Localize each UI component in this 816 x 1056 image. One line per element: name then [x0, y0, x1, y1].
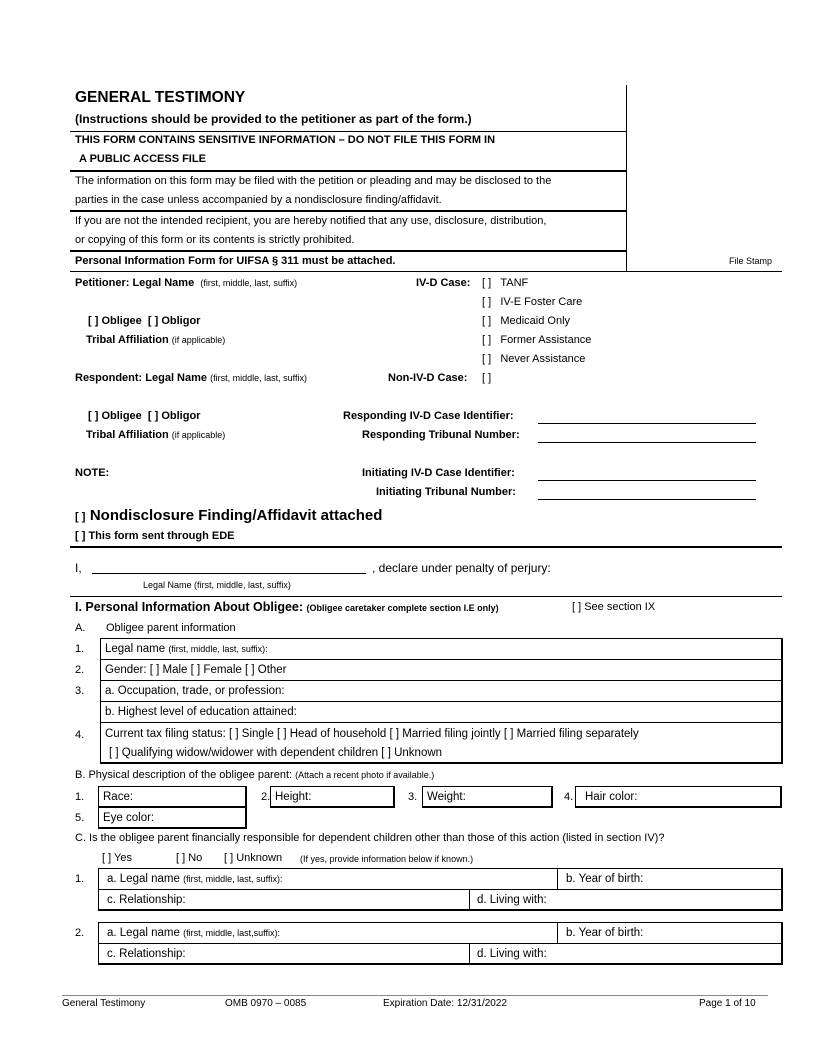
responding-tribunal-label: Responding Tribunal Number:: [362, 429, 520, 441]
respondent-role: [88, 410, 200, 422]
obligee-tax-status-line2[interactable]: [ ] Qualifying widow/widower with dependent children [ ] Unknown: [109, 747, 443, 759]
obligor-checkbox[interactable]: [ ] Obligor: [147, 410, 201, 422]
respondent-tribal: Tribal Affiliation (if applicable): [86, 429, 226, 441]
see-section-ix-checkbox[interactable]: [ ] See section IX: [572, 601, 656, 613]
divider: [70, 250, 626, 252]
attachment-notice: Personal Information Form for UIFSA § 311 must be attached.: [75, 255, 396, 267]
petitioner-legal-name-label: Petitioner: Legal Name: [75, 277, 195, 289]
obligee-gender-field[interactable]: Gender: [ ] Male [ ] Female [ ] Other: [105, 664, 287, 676]
obligee-occupation-field[interactable]: a. Occupation, trade, or profession:: [105, 685, 285, 697]
divider: [70, 546, 782, 548]
footer-divider: [62, 995, 768, 996]
declarant-name-field[interactable]: [92, 573, 366, 574]
footer-omb: OMB 0970 – 0085: [225, 998, 307, 1009]
ede-checkbox[interactable]: [ ] This form sent through EDE: [75, 530, 235, 542]
divider: [70, 170, 626, 172]
ivd-case-label: IV-D Case:: [416, 277, 471, 289]
disclosure-text-line1: The information on this form may be filed with the petition or pleading and may be disclosed to the: [75, 175, 552, 187]
obligee-tax-status-line1[interactable]: Current tax filing status: [ ] Single [ ] Head of household [ ] Married filing jointly [ ] Married filing separately: [105, 728, 639, 740]
ivd-option-former[interactable]: [ ] Former Assistance: [482, 334, 592, 346]
form-title: GENERAL TESTIMONY: [75, 89, 246, 106]
file-stamp-label: File Stamp: [729, 256, 773, 266]
disclosure-text-line2: parties in the case unless accompanied by a nondisclosure finding/affidavit.: [75, 194, 442, 206]
ivd-option-foster-care[interactable]: [ ] IV-E Foster Care: [482, 296, 583, 308]
nondisclosure-row: [75, 507, 382, 525]
initiating-tribunal-field[interactable]: [538, 499, 756, 500]
sensitive-warning-line2: A PUBLIC ACCESS FILE: [79, 153, 206, 165]
section-1-title: I. Personal Information About Obligee: (Obligee caretaker complete section I.E only): [75, 600, 499, 614]
initiating-ivd-label: Initiating IV-D Case Identifier:: [362, 467, 515, 479]
ivd-option-never[interactable]: [ ] Never Assistance: [482, 353, 586, 365]
c-hint: (If yes, provide information below if known.): [300, 854, 474, 864]
declarant-name-hint: Legal Name (first, middle, last, suffix): [143, 580, 291, 590]
instructions-note: (Instructions should be provided to the petitioner as part of the form.): [75, 112, 472, 126]
initiating-ivd-field[interactable]: [538, 480, 756, 481]
c-yes-checkbox[interactable]: [ ] Yes: [102, 852, 132, 864]
ivd-option-medicaid[interactable]: [ ] Medicaid Only: [482, 315, 571, 327]
recipient-notice-line2: or copying of this form or its contents is strictly prohibited.: [75, 234, 355, 246]
section-a-label: Obligee parent information: [106, 622, 236, 634]
divider: [70, 271, 782, 272]
petitioner-tribal: Tribal Affiliation (if applicable): [86, 334, 226, 346]
section-b-label: B. Physical description of the obligee parent: (Attach a recent photo if available.): [75, 769, 435, 781]
child-1-year-of-birth[interactable]: b. Year of birth:: [566, 873, 644, 885]
obligee-education-field[interactable]: b. Highest level of education attained:: [105, 706, 297, 718]
nondisclosure-label: Nondisclosure Finding/Affidavit attached: [89, 507, 383, 524]
obligor-checkbox[interactable]: [ ] Obligor: [147, 315, 201, 327]
respondent-label: Respondent: Legal Name (first, middle, last, suffix): [75, 372, 307, 384]
section-c-question: C. Is the obligee parent financially responsible for dependent children other than those of this action (listed in section IV)?: [75, 832, 665, 844]
ivd-option-tanf[interactable]: [ ] TANF: [482, 277, 529, 289]
child-2-relationship[interactable]: c. Relationship:: [107, 948, 186, 960]
child-2-living-with[interactable]: d. Living with:: [477, 948, 547, 960]
footer-page-number: Page 1 of 10: [699, 998, 756, 1009]
footer-expiration: Expiration Date: 12/31/2022: [383, 998, 507, 1009]
petitioner-label: [75, 277, 297, 289]
responding-tribunal-field[interactable]: [538, 442, 756, 443]
divider: [70, 210, 626, 212]
divider: [70, 596, 782, 597]
c-no-checkbox[interactable]: [ ] No: [176, 852, 203, 864]
obligee-checkbox[interactable]: [ ] Obligee: [88, 410, 142, 422]
child-1-relationship[interactable]: c. Relationship:: [107, 894, 186, 906]
responding-ivd-field[interactable]: [538, 423, 756, 424]
section-a-letter: A.: [75, 622, 86, 634]
child-1-legal-name[interactable]: a. Legal name (first, middle, last, suffix):: [107, 873, 283, 885]
declaration-text: , declare under penalty of perjury:: [372, 561, 551, 575]
child-2-year-of-birth[interactable]: b. Year of birth:: [566, 927, 644, 939]
file-stamp-border: [626, 85, 627, 271]
child-1-living-with[interactable]: d. Living with:: [477, 894, 547, 906]
responding-ivd-label: Responding IV-D Case Identifier:: [343, 410, 514, 422]
nondisclosure-checkbox[interactable]: [ ]: [75, 511, 86, 523]
sensitive-warning-line1: THIS FORM CONTAINS SENSITIVE INFORMATION – DO NOT FILE THIS FORM IN: [75, 134, 496, 146]
name-hint: (first, middle, last, suffix): [200, 278, 298, 288]
child-2-legal-name[interactable]: a. Legal name (first, middle, last,suffix):: [107, 927, 280, 939]
initiating-tribunal-label: Initiating Tribunal Number:: [376, 486, 516, 498]
c-unknown-checkbox[interactable]: [ ] Unknown: [224, 852, 283, 864]
footer-form-name: General Testimony: [62, 998, 146, 1009]
petitioner-role: [88, 315, 200, 327]
divider: [70, 131, 626, 132]
non-ivd-case-label: Non-IV-D Case:: [388, 372, 468, 384]
obligee-checkbox[interactable]: [ ] Obligee: [88, 315, 142, 327]
declaration-i: I,: [75, 561, 82, 575]
recipient-notice-line1: If you are not the intended recipient, you are hereby notified that any use, disclosure, distribution,: [75, 215, 547, 227]
note-label: NOTE:: [75, 467, 110, 479]
obligee-legal-name-field[interactable]: Legal name (first, middle, last, suffix):: [105, 643, 268, 655]
non-ivd-checkbox[interactable]: [ ]: [482, 372, 492, 384]
